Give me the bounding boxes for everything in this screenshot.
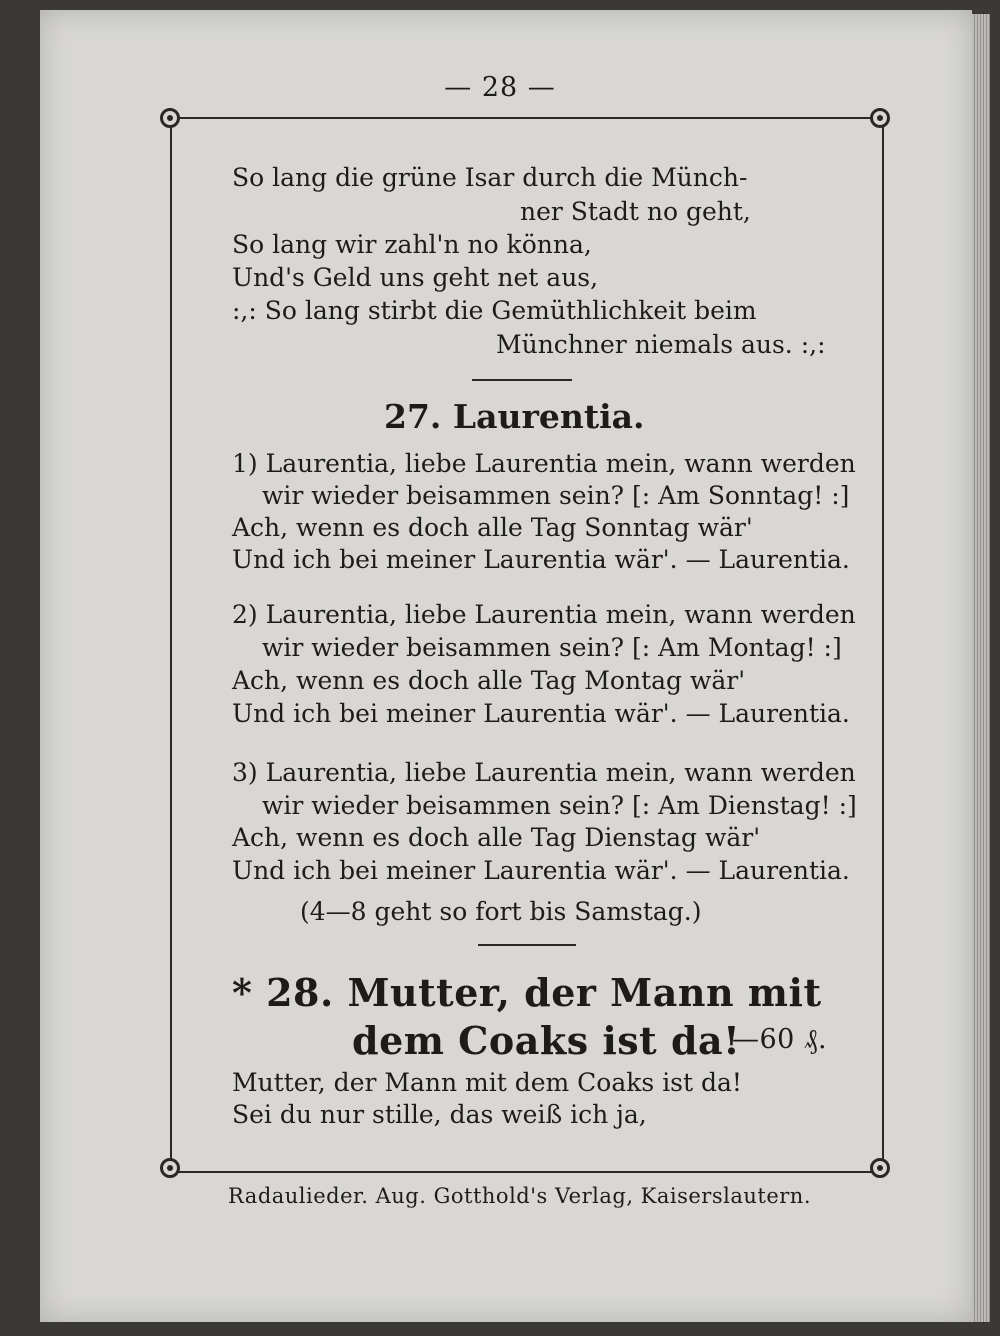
verse-line: Und's Geld uns geht net aus, [232,263,599,292]
verse-line: Mutter, der Mann mit dem Coaks ist da! [232,1068,742,1097]
verse-line: Und ich bei meiner Laurentia wär'. — Laurentia. [232,699,850,728]
verse-line: wir wieder beisammen sein? [: Am Montag! :] [262,633,842,662]
divider [478,944,576,946]
song-price: —60 ₰. [732,1024,828,1055]
page-footer: Radaulieder. Aug. Gotthold's Verlag, Kaiserslautern. [228,1184,811,1208]
song-title: * 28. Mutter, der Mann mit [232,970,822,1015]
divider [472,379,572,381]
verse-line: ner Stadt no geht, [520,197,751,226]
song-title: 27. Laurentia. [384,397,645,436]
verse-line: Münchner niemals aus. :,: [496,330,826,359]
verse-line: 3) Laurentia, liebe Laurentia mein, wann werden [232,758,856,787]
verse-line: wir wieder beisammen sein? [: Am Dienstag! :] [262,791,857,820]
verse-line: wir wieder beisammen sein? [: Am Sonntag! :] [262,481,850,510]
verse-line: 2) Laurentia, liebe Laurentia mein, wann werden [232,600,856,629]
verse-line: :,: So lang stirbt die Gemüthlichkeit beim [232,296,757,325]
verse-line: Ach, wenn es doch alle Tag Sonntag wär' [232,513,753,542]
verse-line: Und ich bei meiner Laurentia wär'. — Laurentia. [232,856,850,885]
verse-line: 1) Laurentia, liebe Laurentia mein, wann werden [232,449,856,478]
verse-line: So lang wir zahl'n no könna, [232,230,592,259]
verse-line: So lang die grüne Isar durch die Münch- [232,163,748,192]
corner-ornament-icon [160,108,180,128]
page-edge [972,14,990,1322]
song-note: (4—8 geht so fort bis Samstag.) [300,897,702,926]
corner-ornament-icon [870,108,890,128]
verse-line: Ach, wenn es doch alle Tag Dienstag wär' [232,823,761,852]
verse-line: Sei du nur stille, das weiß ich ja, [232,1100,647,1129]
page-number: — 28 — [444,72,556,103]
corner-ornament-icon [870,1158,890,1178]
corner-ornament-icon [160,1158,180,1178]
verse-line: Ach, wenn es doch alle Tag Montag wär' [232,666,746,695]
verse-line: Und ich bei meiner Laurentia wär'. — Laurentia. [232,545,850,574]
song-title: dem Coaks ist da! [352,1018,741,1063]
